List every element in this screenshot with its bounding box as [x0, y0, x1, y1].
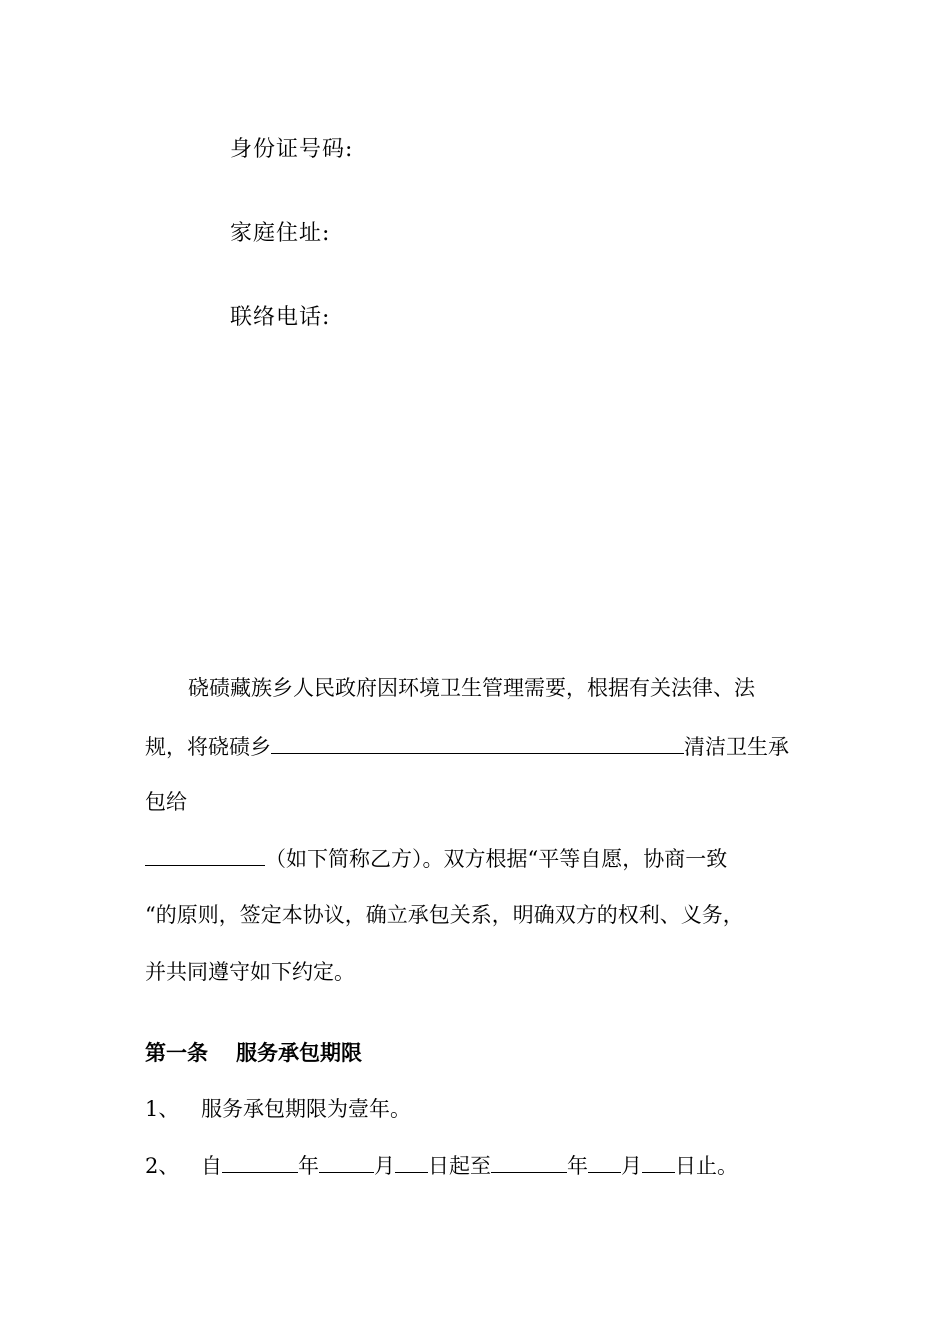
id-number-label: 身份证号码:	[230, 137, 354, 162]
item-1-text: 服务承包期限为壹年。	[201, 1097, 411, 1121]
item-2-from: 自	[201, 1154, 222, 1178]
start-year-blank[interactable]	[222, 1150, 298, 1173]
item-2-day-to: 日起至	[428, 1154, 491, 1178]
preamble-line-2	[145, 731, 789, 762]
article-1-label: 第一条	[145, 1040, 208, 1065]
preamble-line-2-start: 规，将硗碛乡	[145, 735, 271, 759]
start-month-blank[interactable]	[319, 1150, 374, 1173]
preamble-line-4	[145, 843, 727, 874]
end-day-blank[interactable]	[642, 1150, 675, 1173]
preamble-line-1: 硗碛藏族乡人民政府因环境卫生管理需要，根据有关法律、法	[188, 676, 755, 700]
start-day-blank[interactable]	[395, 1150, 428, 1173]
item-2-number: 2、	[145, 1154, 180, 1178]
item-2-month-2: 月	[621, 1154, 642, 1178]
article-1-heading	[145, 1038, 362, 1068]
address-label: 家庭住址:	[230, 221, 331, 246]
end-month-blank[interactable]	[588, 1150, 621, 1173]
item-2-day-end: 日止。	[675, 1154, 738, 1178]
preamble-line-4-text: （如下简称乙方）。双方根据“平等自愿，协商一致	[265, 847, 728, 871]
article-1-item-1	[145, 1094, 411, 1124]
preamble-line-2-end: 清洁卫生承	[684, 735, 789, 759]
item-2-year-2: 年	[567, 1154, 588, 1178]
contractor-name-blank[interactable]	[145, 843, 265, 866]
item-2-month-1: 月	[374, 1154, 395, 1178]
preamble-line-6: 并共同遵守如下约定。	[145, 960, 355, 984]
preamble-line-5: “的原则，签定本协议，确立承包关系，明确双方的权利、义务，	[145, 903, 744, 927]
phone-label: 联络电话:	[230, 305, 331, 330]
end-year-blank[interactable]	[491, 1150, 567, 1173]
article-1-item-2	[145, 1150, 738, 1181]
project-name-blank[interactable]	[271, 731, 684, 754]
preamble-line-3: 包给	[145, 790, 187, 814]
item-1-number: 1、	[145, 1097, 180, 1121]
item-2-year-1: 年	[298, 1154, 319, 1178]
article-1-title: 服务承包期限	[236, 1040, 362, 1065]
